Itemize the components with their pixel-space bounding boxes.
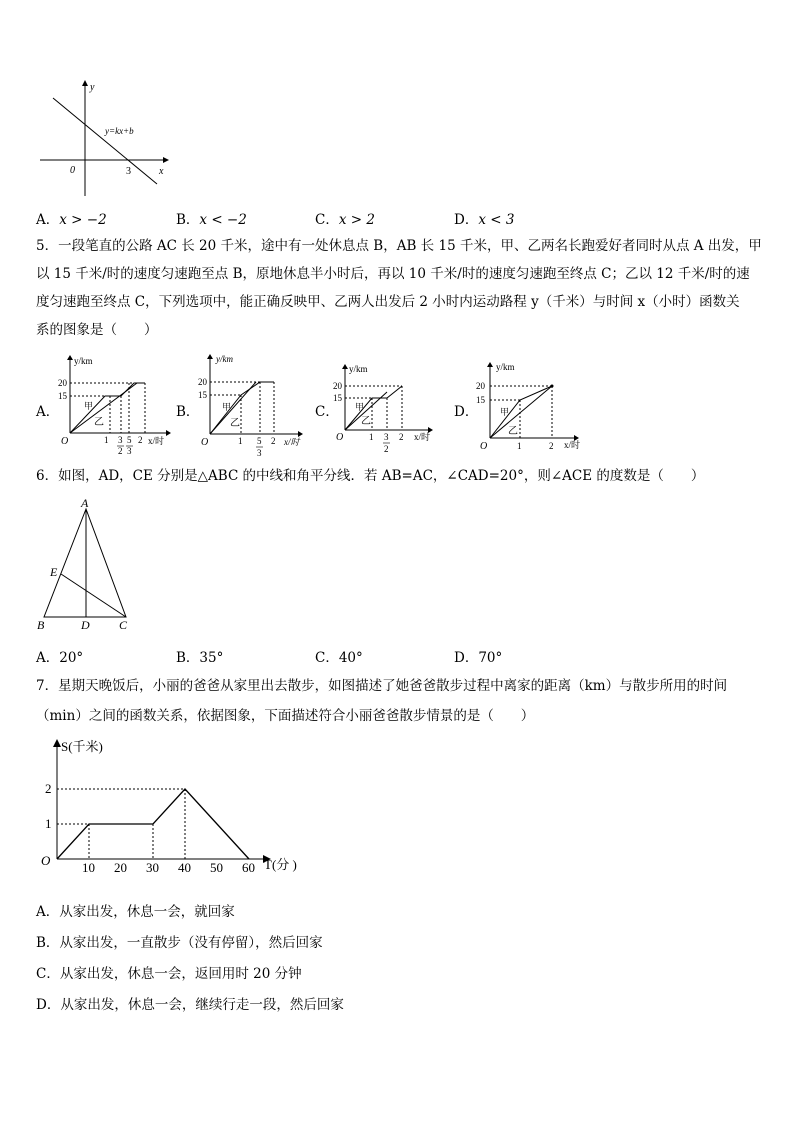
svg-text:2: 2 <box>549 441 554 451</box>
q7-distance-time-chart <box>35 735 305 885</box>
q7-origin: O <box>41 853 51 868</box>
q4-origin: 0 <box>70 165 75 176</box>
q7-x-tick-label: 20 <box>114 860 127 875</box>
svg-text:乙: 乙 <box>94 417 104 428</box>
svg-text:乙: 乙 <box>508 426 518 437</box>
q4-x-tick: 3 <box>126 166 131 177</box>
svg-text:5: 5 <box>257 436 262 446</box>
svg-text:2: 2 <box>384 444 389 454</box>
svg-text:2: 2 <box>399 432 404 442</box>
svg-text:x/时: x/时 <box>564 440 581 450</box>
q7-y-tick-label: 1 <box>45 816 52 831</box>
svg-text:5: 5 <box>127 435 132 445</box>
q7-x-tick-label: 40 <box>178 860 191 875</box>
svg-text:20: 20 <box>198 377 207 387</box>
svg-text:甲: 甲 <box>355 402 365 412</box>
q7-x-tick-label: 30 <box>146 860 159 875</box>
q7-y-tick-label: 2 <box>45 781 52 796</box>
q4-option-d[interactable]: D．x < 3 <box>454 212 515 228</box>
q4-option-a[interactable]: A．x > −2 <box>36 212 107 228</box>
q5-graph-c <box>333 362 443 462</box>
svg-text:甲: 甲 <box>222 402 232 412</box>
q6-option-b[interactable]: B．35° <box>176 650 224 666</box>
q4-line-label: y=kx+b <box>105 126 134 136</box>
q7-x-tick-label: 10 <box>82 860 95 875</box>
q5-stem-line-2: 以 15 千米/时的速度匀速跑至点 B，原地休息半小时后，再以 10 千米/时的速度匀速跑至终点 C；乙以 12 千米/时的速 <box>36 266 750 282</box>
q7-option-c[interactable]: C．从家出发，休息一会，返回用时 20 分钟 <box>36 966 302 982</box>
svg-text:20: 20 <box>476 381 485 391</box>
svg-text:1: 1 <box>104 435 109 445</box>
svg-text:y/km: y/km <box>216 354 233 364</box>
svg-text:甲: 甲 <box>500 407 510 417</box>
q5-option-c[interactable]: C． <box>315 404 339 420</box>
svg-text:y/km: y/km <box>349 364 368 374</box>
svg-text:15: 15 <box>58 391 67 401</box>
q4-x-label: x <box>159 166 164 177</box>
svg-text:O: O <box>201 437 209 448</box>
q4-option-b[interactable]: B．x < −2 <box>176 212 247 228</box>
q7-option-a[interactable]: A．从家出发，休息一会，就回家 <box>36 904 235 920</box>
svg-text:1: 1 <box>517 441 522 451</box>
svg-text:x/时: x/时 <box>284 437 300 447</box>
svg-text:O: O <box>61 436 69 447</box>
q7-y-label: S(千米) <box>61 739 103 754</box>
q6-label-d: D <box>81 618 90 632</box>
q5-graph-b <box>198 350 313 460</box>
q5-stem-line-3: 度匀速跑至终点 C，下列选项中，能正确反映甲、乙两人出发后 2 小时内运动路程 y（千米）与时间 x（小时）函数关 <box>36 294 740 310</box>
svg-text:1: 1 <box>369 432 374 442</box>
q7-x-tick-label: 50 <box>210 860 223 875</box>
q6-triangle-figure <box>30 495 140 635</box>
svg-text:y/km: y/km <box>496 362 515 372</box>
svg-text:15: 15 <box>476 395 485 405</box>
q5-graph-a <box>58 355 178 455</box>
q4-option-c[interactable]: C．x > 2 <box>315 212 375 228</box>
q7-x-label: T(分 ) <box>264 857 297 872</box>
q6-stem: 6．如图，AD，CE 分别是△ABC 的中线和角平分线．若 AB=AC，∠CAD=20°，则∠ACE 的度数是（ ） <box>36 468 705 484</box>
q5-option-b[interactable]: B． <box>176 404 200 420</box>
q6-option-c[interactable]: C．40° <box>315 650 363 666</box>
svg-text:O: O <box>336 432 344 443</box>
q5-option-a[interactable]: A． <box>36 404 60 420</box>
svg-text:乙: 乙 <box>361 416 371 427</box>
q4-linear-graph <box>35 78 175 198</box>
q7-x-tick-label: 60 <box>242 860 255 875</box>
svg-text:3: 3 <box>384 432 389 442</box>
svg-text:20: 20 <box>58 378 67 388</box>
q5-option-d[interactable]: D． <box>454 404 479 420</box>
q4-y-label: y <box>90 82 95 93</box>
q6-label-c: C <box>119 618 128 632</box>
q5-stem-line-4: 系的图象是（ ） <box>36 322 158 338</box>
svg-text:甲: 甲 <box>84 401 94 411</box>
svg-text:x/时: x/时 <box>148 436 165 446</box>
q5-graph-d <box>474 360 594 455</box>
q6-label-a: A <box>81 496 89 510</box>
svg-text:O: O <box>480 441 488 452</box>
svg-text:3: 3 <box>118 435 123 445</box>
svg-text:2: 2 <box>138 435 143 445</box>
q6-option-a[interactable]: A．20° <box>36 650 84 666</box>
svg-text:15: 15 <box>198 390 207 400</box>
q7-stem-line-2: （min）之间的函数关系，依据图象，下面描述符合小丽爸爸散步情景的是（ ） <box>36 708 535 724</box>
svg-text:15: 15 <box>333 393 342 403</box>
svg-text:3: 3 <box>257 448 262 458</box>
q7-option-b[interactable]: B．从家出发，一直散步（没有停留），然后回家 <box>36 935 323 951</box>
svg-text:1: 1 <box>238 436 243 446</box>
svg-text:x/时: x/时 <box>414 432 431 442</box>
q6-option-d[interactable]: D．70° <box>454 650 503 666</box>
q6-label-b: B <box>37 618 45 632</box>
q7-option-d[interactable]: D．从家出发，休息一会，继续行走一段，然后回家 <box>36 997 344 1013</box>
svg-text:2: 2 <box>118 446 123 455</box>
svg-text:20: 20 <box>333 381 342 391</box>
svg-text:乙: 乙 <box>230 418 240 429</box>
svg-text:2: 2 <box>271 436 276 446</box>
q7-stem-line-1: 7．星期天晚饭后，小丽的爸爸从家里出去散步，如图描述了她爸爸散步过程中离家的距离（km）与散步所用的时间 <box>36 678 728 694</box>
q6-label-e: E <box>50 565 58 579</box>
svg-text:y/km: y/km <box>74 356 93 366</box>
svg-text:3: 3 <box>127 446 132 455</box>
q5-stem-line-1: 5．一段笔直的公路 AC 长 20 千米，途中有一处休息点 B，AB 长 15 千米，甲、乙两名长跑爱好者同时从点 A 出发，甲 <box>36 238 762 254</box>
